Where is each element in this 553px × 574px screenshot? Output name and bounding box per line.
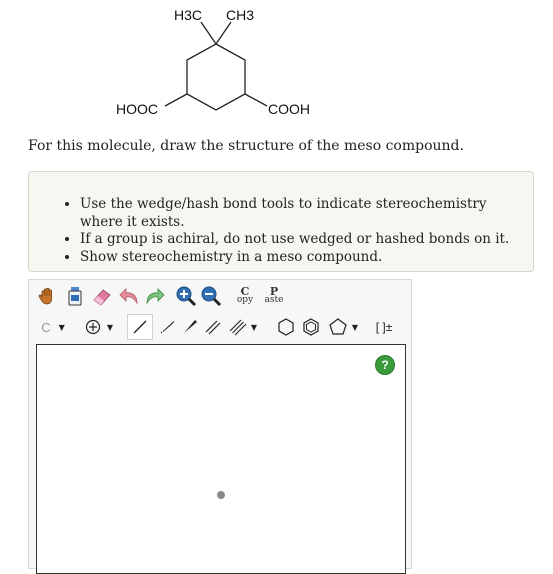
double-bond-icon [204, 318, 222, 336]
zoom-out-button[interactable] [200, 284, 222, 308]
acid-bond-left [165, 94, 187, 106]
wedge-bond-button[interactable] [179, 315, 201, 339]
element-selector[interactable] [36, 315, 70, 339]
charge-tool-button[interactable] [81, 315, 117, 339]
instruction-item: • Show stereochemistry in a meso compound. [80, 249, 533, 267]
single-bond-icon [131, 318, 149, 336]
cyclohexane-button[interactable] [275, 315, 297, 339]
undo-icon [119, 286, 141, 306]
paste-button[interactable] [261, 283, 287, 309]
label-ch3: CH3 [226, 7, 255, 23]
hashed-bond-icon [158, 318, 176, 336]
triple-bond-button[interactable] [225, 315, 261, 339]
plus-circle-icon [85, 319, 101, 335]
structure-editor [28, 279, 412, 569]
chevron-down-icon: ▼ [351, 322, 359, 332]
copy-label-small: opy [236, 295, 254, 305]
pentagon-icon [328, 317, 348, 337]
question-text: For this molecule, draw the structure of the meso compound. [28, 138, 464, 154]
wedge-bond-icon [181, 318, 199, 336]
eraser-icon [91, 286, 113, 306]
acid-bond-right [245, 94, 267, 106]
label-cooh: COOH [268, 101, 310, 117]
help-button[interactable]: ? [375, 355, 395, 375]
chevron-down-icon: ▼ [250, 322, 258, 332]
instructions-panel [28, 171, 534, 272]
label-hooc: HOOC [116, 101, 158, 117]
cyclohexane-ring [187, 44, 245, 110]
hashed-bond-button[interactable] [156, 315, 178, 339]
redo-icon [143, 286, 165, 306]
zoom-in-button[interactable] [175, 284, 197, 308]
redo-button[interactable] [143, 284, 165, 308]
trash-bottle-icon [65, 285, 85, 307]
undo-button[interactable] [119, 284, 141, 308]
instruction-item: • Use the wedge/hash bond tools to indicate stereochemistry where it exists. [80, 196, 533, 231]
zoom-out-icon [200, 285, 222, 307]
hand-icon [37, 286, 57, 306]
zoom-in-icon [175, 285, 197, 307]
copy-button[interactable] [233, 283, 257, 309]
paste-label-small: aste [264, 295, 284, 305]
triple-bond-icon [229, 318, 247, 336]
benzene-button[interactable] [300, 315, 322, 339]
methyl-bond-right [216, 22, 231, 44]
double-bond-button[interactable] [202, 315, 224, 339]
methyl-bond-left [201, 22, 216, 44]
bracket-tool-button[interactable] [369, 315, 399, 339]
label-h3c: H3C [174, 7, 203, 23]
instruction-item: • If a group is achiral, do not use wedged or hashed bonds on it. [80, 231, 533, 249]
molecule-structure [0, 0, 553, 130]
instructions-list [29, 196, 533, 266]
bracket-label: [ ]± [375, 320, 393, 334]
hexagon-icon [276, 317, 296, 337]
cursor-dot [217, 491, 225, 499]
benzene-icon [301, 317, 321, 337]
copy-label-big: C [240, 285, 250, 298]
hand-tool-button[interactable] [36, 284, 58, 308]
chevron-down-icon: ▼ [58, 322, 65, 332]
paste-label-big: P [269, 285, 279, 298]
drawing-canvas[interactable] [36, 344, 406, 574]
pentagon-ring-button[interactable] [325, 315, 361, 339]
element-label: C [41, 319, 51, 335]
clear-canvas-button[interactable] [64, 284, 86, 308]
eraser-button[interactable] [91, 284, 113, 308]
single-bond-button[interactable] [127, 314, 153, 340]
chevron-down-icon: ▼ [106, 322, 114, 332]
